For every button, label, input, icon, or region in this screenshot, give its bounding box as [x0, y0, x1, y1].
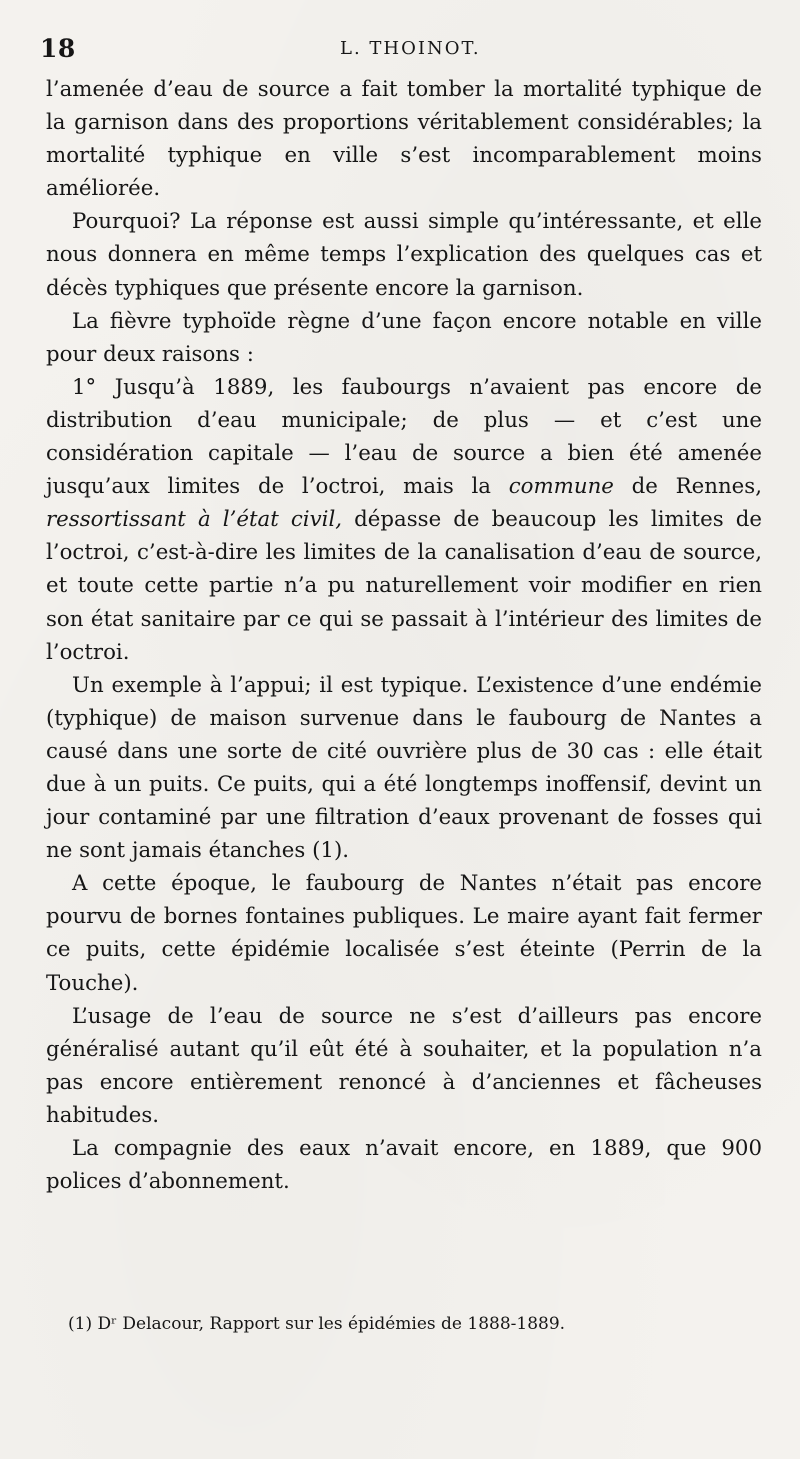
page-number: 18	[40, 34, 76, 63]
paragraph-4-text-1: 1° Jusqu’à 1889, les faubourgs n’avaient pas encore de distribution d’eau municipale; de plus — et c’est une considération capitale — l’eau de source a bien été amenée jusqu’aux limites de l’octroi, mais la	[46, 374, 762, 500]
paragraph-2: Pourquoi? La réponse est aussi simple qu’intéressante, et elle nous donnera en même temps l’explication des quelques cas et décès typhiques que présente encore la garnison.	[46, 209, 762, 301]
footnote: (1) Dʳ Delacour, Rapport sur les épidémies de 1888-1889.	[68, 1314, 566, 1334]
paragraph-4-text-2: de Rennes,	[613, 474, 762, 500]
running-title: L. THOINOT.	[340, 38, 481, 59]
paragraph-7: L’usage de l’eau de source ne s’est d’ailleurs pas encore généralisé autant qu’il eût été à souhaiter, et la population n’a pas encore entièrement renoncé à d’anciennes et fâcheuses habitudes.	[46, 1003, 762, 1128]
paragraph-5: Un exemple à l’appui; il est typique. L’existence d’une endémie (typhique) de maison survenue dans le faubourg de Nantes a causé dans une sorte de cité ouvrière plus de 30 cas : elle était due à un puits. Ce puits, qui a été longtemps inoffensif, devint un jour contaminé par une filtration d’eaux provenant de fosses qui ne sont jamais étanches (1).	[46, 672, 762, 864]
paragraph-4	[46, 371, 762, 669]
body-text	[46, 73, 762, 1198]
paragraph-6: A cette époque, le faubourg de Nantes n’était pas encore pourvu de bornes fontaines publiques. Le maire ayant fait fermer ce puits, cette épidémie localisée s’est éteinte (Perrin de la Touche).	[46, 871, 762, 996]
paragraph-1: l’amenée d’eau de source a fait tomber la mortalité typhique de la garnison dans des proportions véritablement considérables; la mortalité typhique en ville s’est incomparablement moins améliorée.	[46, 77, 762, 202]
paragraph-4-text-3: dépasse de beaucoup les limites de l’octroi, c’est-à-dire les limites de la canalisation d’eau de source, et toute cette partie n’a pu naturellement voir modifier en rien son état sanitaire par ce qui se passait à l’intérieur des limites de l’octroi.	[46, 507, 762, 665]
paragraph-4-italic-commune: commune	[508, 474, 614, 500]
paragraph-4-italic-etat-civil: ressortissant à l’état civil,	[46, 507, 343, 533]
running-head	[40, 34, 760, 68]
paragraph-8: La compagnie des eaux n’avait encore, en 1889, que 900 polices d’abonnement.	[46, 1136, 762, 1195]
paragraph-3: La fièvre typhoïde règne d’une façon encore notable en ville pour deux raisons :	[46, 308, 762, 367]
